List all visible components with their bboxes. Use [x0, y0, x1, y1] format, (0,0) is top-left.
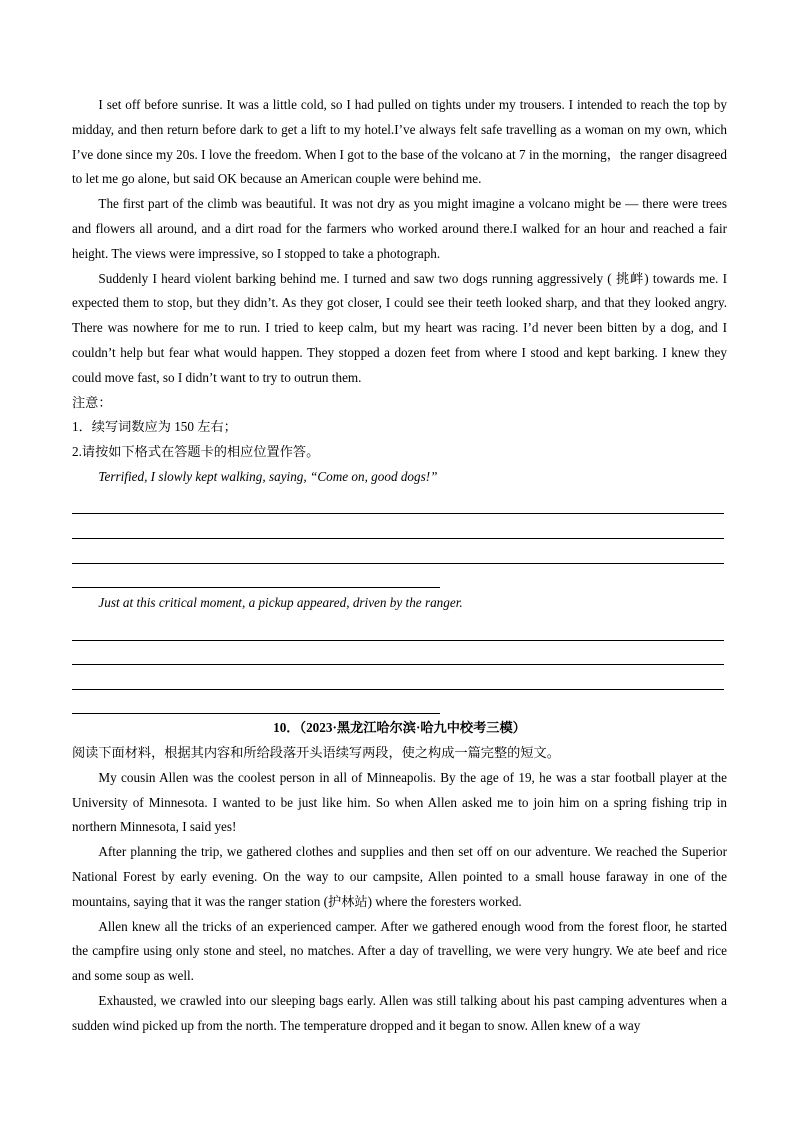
question-10-instruction: 阅读下面材料，根据其内容和所给段落开头语续写两段，使之构成一篇完整的短文。: [72, 745, 560, 761]
writing-line: [72, 616, 724, 641]
writing-line: [72, 564, 440, 589]
question-10-paragraph-1: My cousin Allen was the coolest person in all of Minneapolis. By the age of 19, he was a star football player at the University of Minnesota. I wanted to be just like him. So when Allen asked me to join him on a spring fishing trip in northern Minnesota, I said yes!: [72, 769, 727, 835]
writing-line: [72, 514, 724, 539]
paragraph-starter-2: Just at this critical moment, a pickup appeared, driven by the ranger.: [98, 595, 463, 611]
writing-line: [72, 539, 724, 564]
writing-line: [72, 665, 724, 690]
note-item-1: 1．续写词数应为 150 左右；: [72, 419, 237, 435]
question-10-paragraph-2: After planning the trip, we gathered clothes and supplies and then set off on our adventure. We reached the Superior National Forest by early evening. On the way to our campsite, Allen pointed to a small house faraway in one of the mountains, saying that it was the ranger station (护林站) where the foresters worked.: [72, 844, 727, 909]
writing-line: [72, 690, 440, 715]
writing-line: [72, 641, 724, 666]
writing-lines-2: [72, 616, 727, 714]
note-title: 注意：: [72, 394, 112, 410]
writing-lines-1: [72, 490, 727, 588]
passage1-paragraph-2: The first part of the climb was beautiful. It was not dry as you might imagine a volcano might be — there were trees and flowers all around, and a dirt road for the farmers who worked around there.I walked for an hour and reached a fair height. The views were impressive, so I stopped to take a photograph.: [72, 196, 727, 261]
question-10-paragraph-3: Allen knew all the tricks of an experienced camper. After we gathered enough wood from the forest floor, he started the campfire using only stone and steel, no matches. After a day of travelling, we were very hungry. We ate beef and rice and some soup as well.: [72, 918, 727, 984]
question-10-heading: 10．（2023·黑龙江哈尔滨·哈九中校考三模）: [273, 720, 526, 736]
paragraph-starter-1: Terrified, I slowly kept walking, saying, “Come on, good dogs!”: [98, 468, 438, 484]
document-page: [72, 93, 727, 1039]
question-10-paragraph-4: Exhausted, we crawled into our sleeping bags early. Allen was still talking about his past camping adventures when a sudden wind picked up from the north. The temperature dropped and it began to snow. Allen knew of a way: [72, 993, 727, 1033]
note-item-2: 2.请按如下格式在答题卡的相应位置作答。: [72, 444, 320, 460]
passage1-paragraph-3: Suddenly I heard violent barking behind me. I turned and saw two dogs running aggressively ( 挑衅) towards me. I expected them to stop, but they didn’t. As they got closer, I could see their teeth looked sharp, and that they looked angry. There was nowhere for me to run. I tried to keep calm, but my heart was racing. I’d never been bitten by a dog, and I couldn’t help but fear what would happen. They stopped a dozen feet from where I stood and kept barking. I knew they could move fast, so I didn’t want to try to outrun them.: [72, 270, 727, 385]
passage1-paragraph-1: I set off before sunrise. It was a little cold, so I had pulled on tights under my trousers. I intended to reach the top by midday, and then return before dark to get a lift to my hotel.I’ve always felt safe travelling as a woman on my own, which I’ve done since my 20s. I love the freedom. When I got to the base of the volcano at 7 in the morning，the ranger disagreed to let me go alone, but said OK because an American couple were behind me.: [72, 97, 727, 187]
writing-line: [72, 490, 724, 515]
